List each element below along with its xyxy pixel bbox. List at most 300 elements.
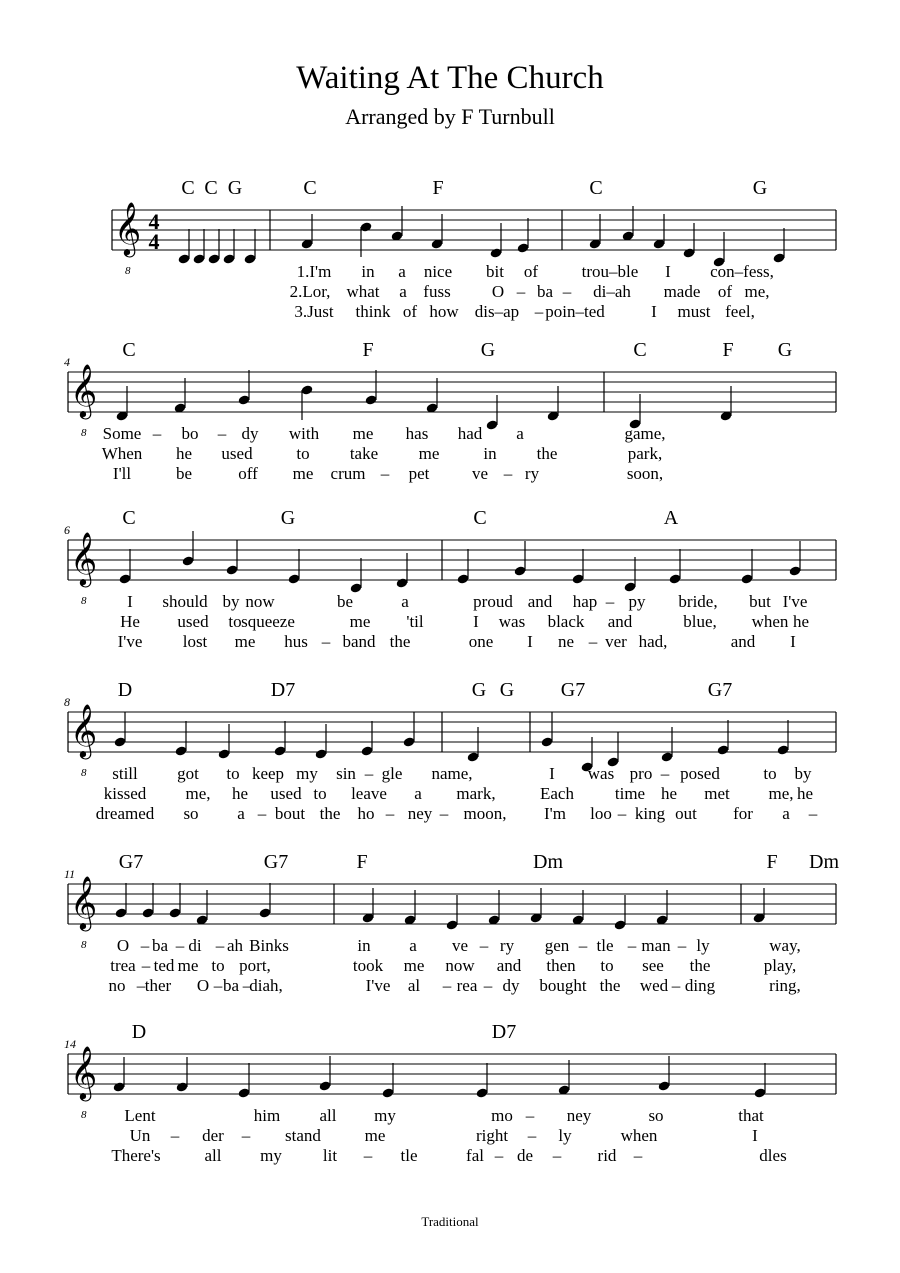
lyric-syllable: to [211,956,225,975]
time-signature-bottom: 4 [148,229,160,254]
lyric-syllable: black [547,612,585,631]
lyric-syllable: – [364,764,374,783]
lyric-syllable: to [296,444,310,463]
lyric-syllable: con–fess, [710,262,774,281]
lyric-syllable: pro [629,764,653,783]
lyric-syllable: the [599,976,621,995]
chord-symbol: G7 [263,851,289,873]
measure-number: 14 [64,1037,76,1051]
lyric-syllable: to [763,764,777,783]
lyric-syllable: poin–ted [545,302,605,321]
lyric-syllable: – [552,1146,562,1165]
lyric-syllable: di [188,936,202,955]
chord-symbol: G [471,679,487,701]
lyric-syllable: I've [782,592,808,611]
lyric-syllable: – [241,1126,251,1145]
lyric-syllable: then [546,956,576,975]
lyric-syllable: me [403,956,425,975]
lyric-syllable: when [620,1126,658,1145]
clef-octave-label: 8 [81,767,87,779]
lyric-syllable: – [578,936,588,955]
lyric-syllable: was [587,764,615,783]
lyric-syllable: see [642,956,664,975]
lyric-syllable: me [349,612,371,631]
lyric-syllable: blue, [683,612,717,631]
lyric-syllable: ther [144,976,172,995]
lyric-syllable: bought [539,976,587,995]
lyric-syllable: me, [744,282,770,301]
lyric-syllable: stand [285,1126,321,1145]
lyric-syllable: – [525,1106,535,1125]
lyric-syllable: al [407,976,421,995]
lyric-syllable: – [617,804,627,823]
lyric-syllable: got [177,764,199,783]
lyric-syllable: I [549,764,555,783]
chord-symbol: G7 [118,851,144,873]
lyric-syllable: – [677,936,687,955]
lyric-syllable: There's [111,1146,161,1165]
lyric-syllable: I [752,1126,758,1145]
chord-symbol: A [663,507,679,529]
lyric-syllable: I'll [112,464,132,483]
lyric-syllable: ly [696,936,710,955]
lyric-syllable: fal [466,1146,484,1165]
lyric-syllable: a [409,936,417,955]
lyric-syllable: – [213,976,223,995]
clef-octave-label: 8 [81,1109,87,1121]
lyric-syllable: I'm [544,804,566,823]
lyric-syllable: hap [572,592,598,611]
lyric-syllable: a [401,592,409,611]
lyric-syllable: time [614,784,646,803]
lyric-syllable: no [108,976,126,995]
lyric-syllable: of [717,282,733,301]
lyric-syllable: – [588,632,598,651]
lyric-syllable: me [292,464,314,483]
lyric-syllable: – [627,936,637,955]
measure-number: 6 [64,523,70,537]
lyric-syllable: gen [544,936,570,955]
lyric-syllable: right [475,1126,509,1145]
chord-symbol: G [227,177,243,199]
lyric-syllable: – [385,804,395,823]
lyric-syllable: play, [763,956,797,975]
lyric-syllable: keep [251,764,285,783]
chord-symbol: Dm [809,851,839,873]
chord-symbol: C [181,177,195,199]
lyric-syllable: di–ah [593,282,631,301]
chord-symbol: F [356,851,368,873]
lyric-syllable: he [796,784,814,803]
lyric-syllable: dy [241,424,259,443]
chord-symbol: C [122,339,136,361]
clef-octave-label: 8 [81,427,87,439]
lyric-syllable: ver [605,632,627,651]
lyric-syllable: bit [486,262,504,281]
lyric-syllable: dles [759,1146,787,1165]
lyric-syllable: dis–ap [474,302,520,321]
lyric-syllable: – [363,1146,373,1165]
lyric-syllable: ve [471,464,489,483]
lyric-syllable: king [634,804,666,823]
lyric-syllable: 3.Just [294,302,334,321]
lyric-syllable: me, [185,784,211,803]
chord-symbol: C [473,507,487,529]
time-signature-top: 4 [148,209,160,234]
chord-symbol: G [480,339,496,361]
chord-symbol: G7 [707,679,733,701]
lyric-syllable: tle [596,936,614,955]
lyric-syllable: I've [365,976,391,995]
lyric-syllable: now [445,956,475,975]
chord-symbol: D7 [491,1021,517,1043]
lyric-syllable: rea [456,976,478,995]
lyric-syllable: a [782,804,790,823]
chord-symbol: C [633,339,647,361]
measure-number: 8 [64,695,70,709]
lyric-syllable: he [175,444,193,463]
lyric-syllable: trea [110,956,136,975]
lyric-syllable: – [479,936,489,955]
lyric-syllable: still [112,764,138,783]
lyric-syllable: leave [351,784,387,803]
lyric-syllable: ba [536,282,554,301]
lyric-syllable: the [319,804,341,823]
lyric-syllable: so [183,804,199,823]
lyric-syllable: ba [222,976,240,995]
chord-symbol: G7 [560,679,586,701]
lyric-syllable: the [389,632,411,651]
lyric-syllable: in [361,262,375,281]
lyric-syllable: in [483,444,497,463]
lyric-syllable: – [671,976,681,995]
lyric-syllable: O [116,936,130,955]
lyric-syllable: posed [680,764,720,783]
lyric-syllable: of [523,262,539,281]
lyric-syllable: a [398,262,406,281]
lyric-syllable: in [357,936,371,955]
lyric-syllable: one [468,632,494,651]
chord-symbol: C [204,177,218,199]
lyric-syllable: bride, [678,592,718,611]
lyric-syllable: park, [627,444,663,463]
lyric-syllable: Binks [249,936,289,955]
lyric-syllable: crum [330,464,366,483]
lyric-syllable: – [660,764,670,783]
lyric-syllable: man [641,936,671,955]
lyric-syllable: 1.I'm [296,262,332,281]
lyric-syllable: so [648,1106,664,1125]
lyric-syllable: – [152,424,162,443]
lyric-syllable: but [749,592,771,611]
lyric-syllable: kissed [103,784,147,803]
lyric-syllable: lost [182,632,208,651]
chord-symbol: C [303,177,317,199]
lyric-syllable: – [439,804,449,823]
treble-clef-icon: 𝄞 [70,877,98,928]
lyric-syllable: ding [684,976,716,995]
lyric-syllable: bo [181,424,199,443]
lyric-syllable: a [516,424,524,443]
lyric-syllable: ah [226,936,244,955]
lyric-syllable: ry [499,936,515,955]
lyric-syllable: be [175,464,193,483]
lyric-syllable: soon, [626,464,664,483]
lyric-syllable: dy [502,976,520,995]
chord-symbol: F [362,339,374,361]
lyric-syllable: and [527,592,553,611]
chord-symbol: D7 [270,679,296,701]
lyric-syllable: ney [566,1106,592,1125]
lyric-syllable: me [177,956,199,975]
lyric-syllable: used [270,784,302,803]
lyric-syllable: ba [151,936,169,955]
lyric-syllable: ly [558,1126,572,1145]
lyric-syllable: lit [322,1146,338,1165]
treble-clef-icon: 𝄞 [70,705,98,756]
lyric-syllable: ry [524,464,540,483]
lyric-syllable: – [141,956,151,975]
lyric-syllable: all [319,1106,337,1125]
clef-octave-label: 8 [81,595,87,607]
lyric-syllable: me [364,1126,386,1145]
treble-clef-icon: 𝄞 [70,1047,98,1098]
lyric-syllable: pet [408,464,430,483]
lyric-syllable: name, [431,764,473,783]
lyric-syllable: me [352,424,374,443]
lyric-syllable: I [527,632,533,651]
lyric-syllable: to [226,764,240,783]
lyric-syllable: to [228,612,242,631]
lyric-syllable: of [402,302,418,321]
lyric-syllable: way, [769,936,801,955]
lyric-syllable: must [677,302,711,321]
lyric-syllable: – [175,936,185,955]
lyric-syllable: – [170,1126,180,1145]
lyric-syllable: game, [624,424,666,443]
lyric-syllable: for [733,804,753,823]
lyric-syllable: I [473,612,479,631]
footer-attribution: Traditional [421,1214,479,1229]
lyric-syllable: had [457,424,483,443]
lyric-syllable: and [607,612,633,631]
lyric-syllable: I [665,262,671,281]
lyric-syllable: – [380,464,390,483]
system-1 [112,177,836,321]
lyric-syllable: band [342,632,376,651]
lyric-syllable: ted [153,956,175,975]
lyric-syllable: 2.Lor, [289,282,331,301]
lyric-syllable: – [136,976,146,995]
lyric-syllable: squeeze [241,612,295,631]
lyric-syllable: used [221,444,253,463]
lyric-syllable: – [442,976,452,995]
lyric-syllable: sin [336,764,356,783]
lyric-syllable: my [296,764,318,783]
lyric-syllable: out [675,804,697,823]
lyric-syllable: the [689,956,711,975]
lyric-syllable: – [562,282,572,301]
lyric-syllable: hus [284,632,308,651]
chord-symbol: Dm [533,851,563,873]
lyric-syllable: when [751,612,789,631]
chord-symbol: F [432,177,444,199]
chord-symbol: F [766,851,778,873]
chord-symbol: G [499,679,515,701]
chord-symbol: G [777,339,793,361]
lyric-syllable: made [663,282,701,301]
lyric-syllable: mo [491,1106,513,1125]
lyric-syllable: I've [117,632,143,651]
lyric-syllable: moon, [463,804,507,823]
lyric-syllable: used [177,612,209,631]
lyric-syllable: and [730,632,756,651]
clef-octave-label: 8 [81,939,87,951]
lyric-syllable: – [483,976,493,995]
lyric-syllable: – [321,632,331,651]
lyric-syllable: be [336,592,354,611]
clef-octave-label: 8 [125,265,131,277]
systems [64,177,839,1165]
lyric-syllable: nice [423,262,453,281]
lyric-syllable: – [808,804,818,823]
title: Waiting At The Church [296,60,604,96]
lyric-syllable: loo [590,804,612,823]
lyric-syllable: – [494,1146,504,1165]
measure-number: 4 [64,355,70,369]
lyric-syllable: ve [451,936,469,955]
system-2 [64,339,836,483]
lyric-syllable: ney [407,804,433,823]
lyric-syllable: ring, [769,976,801,995]
system-5 [64,851,839,995]
lyric-syllable: – [605,592,615,611]
lyric-syllable: When [101,444,143,463]
lyric-syllable: a [237,804,245,823]
lyric-syllable: – [217,424,227,443]
system-6 [64,1021,836,1165]
treble-clef-icon: 𝄞 [114,203,142,254]
lyric-syllable: – [215,936,225,955]
lyric-syllable: fuss [423,282,451,301]
lyric-syllable: – [140,936,150,955]
lyric-syllable: port, [239,956,271,975]
chord-symbol: C [122,507,136,529]
lyric-syllable: He [120,612,140,631]
lyric-syllable: trou–ble [581,262,639,281]
lyric-syllable: – [516,282,526,301]
lyric-syllable: a [414,784,422,803]
lyric-syllable: – [633,1146,643,1165]
chord-symbol: G [280,507,296,529]
lyric-syllable: my [260,1146,282,1165]
lyric-syllable: was [498,612,526,631]
lyric-syllable: – [242,976,252,995]
lyric-syllable: take [349,444,379,463]
lyric-syllable: to [600,956,614,975]
lyric-syllable: off [238,464,258,483]
lyric-syllable: – [503,464,513,483]
lyric-syllable: – [534,302,544,321]
lyric-syllable: I [127,592,133,611]
lyric-syllable: should [162,592,208,611]
lyric-syllable: the [536,444,558,463]
lyric-syllable: – [257,804,267,823]
lyric-syllable: me [418,444,440,463]
treble-clef-icon: 𝄞 [70,533,98,584]
lyric-syllable: took [352,956,384,975]
lyric-syllable: O [196,976,210,995]
lyric-syllable: ho [357,804,375,823]
lyric-syllable: – [527,1126,537,1145]
lyric-syllable: me [234,632,256,651]
lyric-syllable: O [491,282,505,301]
lyric-syllable: he [660,784,678,803]
lyric-syllable: by [794,764,812,783]
chord-symbol: D [131,1021,147,1043]
lyric-syllable: now [245,592,275,611]
lyric-syllable: Some [102,424,142,443]
lyric-syllable: wed [639,976,669,995]
lyric-syllable: he [792,612,810,631]
lyric-syllable: my [374,1106,396,1125]
lyric-syllable: rid [597,1146,617,1165]
lyric-syllable: I [790,632,796,651]
lyric-syllable: and [496,956,522,975]
lyric-syllable: to [313,784,327,803]
lyric-syllable: by [222,592,240,611]
lyric-syllable: proud [473,592,513,611]
lyric-syllable: with [288,424,320,443]
lyric-syllable: what [346,282,380,301]
lyric-syllable: ne [557,632,575,651]
lyric-syllable: Lent [124,1106,156,1125]
lyric-syllable: feel, [725,302,755,321]
lyric-syllable: him [253,1106,281,1125]
measure-number: 11 [64,867,76,881]
lyric-syllable: me, [768,784,794,803]
lyric-syllable: dreamed [95,804,155,823]
lyric-syllable: I [651,302,657,321]
lyric-syllable: Each [540,784,574,803]
chord-symbol: G [752,177,768,199]
lyric-syllable: tle [400,1146,418,1165]
lyric-syllable: has [405,424,429,443]
system-3 [64,507,836,651]
lyric-syllable: 'til [406,612,424,631]
lyric-syllable: gle [381,764,403,783]
chord-symbol: C [589,177,603,199]
lyric-syllable: py [628,592,646,611]
lyric-syllable: a [399,282,407,301]
subtitle: Arranged by F Turnbull [345,104,555,129]
lyric-syllable: had, [638,632,668,651]
lyric-syllable: think [355,302,391,321]
lyric-syllable: he [231,784,249,803]
lyric-syllable: bout [274,804,306,823]
lyric-syllable: der [202,1126,224,1145]
lyric-syllable: Un [129,1126,151,1145]
chord-symbol: D [117,679,133,701]
treble-clef-icon: 𝄞 [70,365,98,416]
lyric-syllable: de [516,1146,534,1165]
lyric-syllable: how [429,302,459,321]
lyric-syllable: diah, [249,976,283,995]
lyric-syllable: that [738,1106,764,1125]
lyric-syllable: met [704,784,730,803]
system-4 [64,679,836,823]
lyric-syllable: all [204,1146,222,1165]
